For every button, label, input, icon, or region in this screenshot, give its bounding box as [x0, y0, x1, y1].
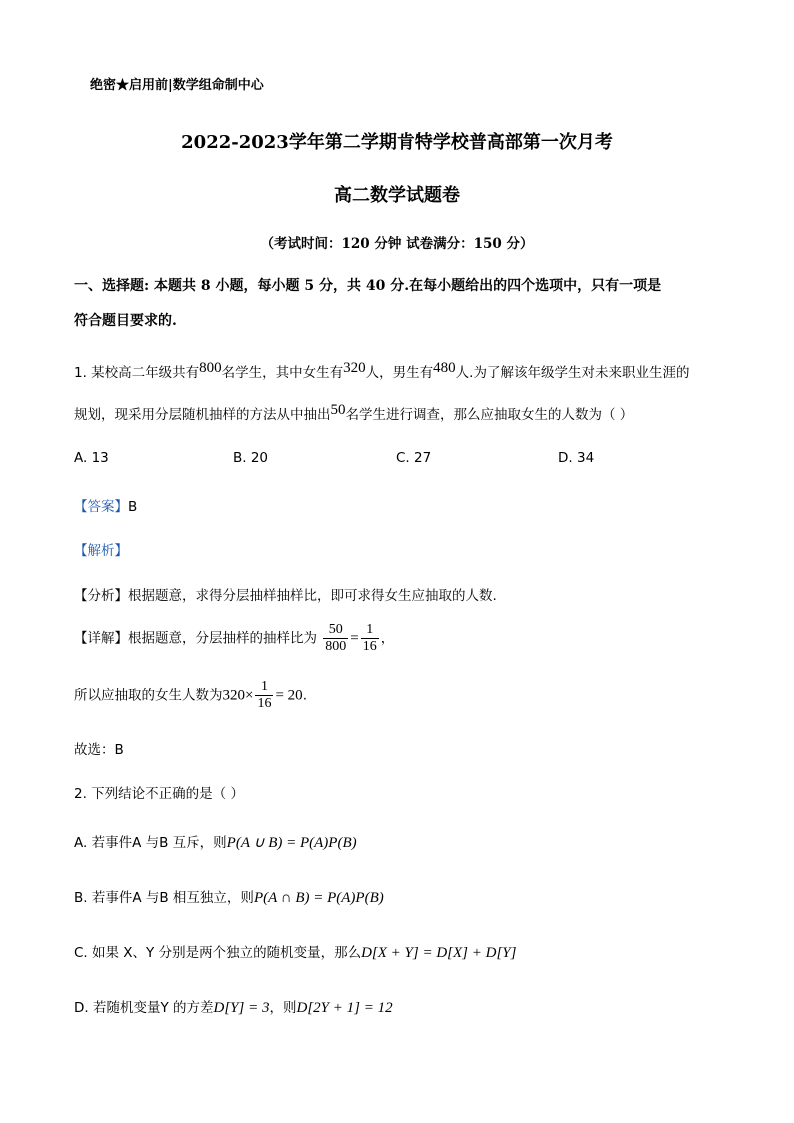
q1-option-b: B. 20	[233, 450, 269, 466]
answer-value: B	[128, 499, 138, 515]
calc-end: .	[302, 687, 307, 704]
q1-text-b: 名学生，其中女生有	[221, 365, 344, 381]
calc-math-b: = 20	[275, 687, 303, 704]
exam-title: 2022-2023学年第二学期肯特学校普高部第一次月考	[181, 132, 613, 153]
q1-option-a: A. 13	[74, 450, 109, 466]
q2-option-d-mid: ，则	[269, 1000, 297, 1016]
detail-text: 根据题意，分层抽样的抽样比为	[128, 630, 317, 647]
q1-option-d: D. 34	[558, 450, 595, 466]
fraction-1-16-b: $\frac{1}{16}$	[257, 679, 272, 711]
q1-stem-line2	[74, 403, 633, 424]
q1-conclusion: 故选：B	[74, 742, 124, 758]
q2-option-b-math: P(A ∩ B) = P(A)P(B)	[253, 890, 384, 906]
q1-calculation	[74, 679, 307, 712]
equals-sign: =	[350, 630, 359, 647]
header-note: 绝密★启用前|数学组命制中心	[90, 78, 264, 93]
q1-sample-size: 50	[330, 402, 346, 418]
fraction-1-16: $\frac{1}{16}$	[362, 622, 377, 654]
q2-stem: 2. 下列结论不正确的是（ ）	[74, 786, 244, 802]
calc-math-a: 320×	[222, 687, 254, 704]
q2-option-d-math2: D[2Y + 1] = 12	[296, 1000, 393, 1016]
q2-option-a-text: A. 若事件A 与B 互斥，则	[74, 835, 227, 851]
fraction-50-800: $\frac{50}{800}$	[325, 622, 347, 654]
section-heading-line1: 一、选择题: 本题共 8 小题，每小题 5 分，共 40 分.在每小题给出的四个选项中，只有一项是	[74, 278, 662, 294]
q1-total-students: 800	[199, 360, 222, 376]
fenxi-text: 根据题意，求得分层抽样抽样比，即可求得女生应抽取的人数.	[128, 588, 497, 604]
q2-option-d	[74, 996, 393, 1017]
q1-detail	[74, 622, 394, 655]
q1-female-count: 320	[343, 360, 366, 376]
q1-text-e: 规划，现采用分层随机抽样的方法从中抽出	[74, 407, 331, 423]
detail-end: ，	[380, 630, 395, 647]
q2-option-b-text: B. 若事件A 与B 相互独立，则	[74, 890, 254, 906]
q1-text-a: 1. 某校高二年级共有	[74, 365, 200, 381]
q2-option-b	[74, 886, 384, 907]
q2-option-c-math: D[X + Y] = D[X] + D[Y]	[361, 945, 517, 961]
q1-text-f: 名学生进行调查，那么应抽取女生的人数为（ ）	[345, 407, 634, 423]
q2-option-a-math: P(A ∪ B) = P(A)P(B)	[226, 835, 357, 851]
exam-subtitle: 高二数学试题卷	[334, 185, 460, 206]
q2-option-a	[74, 831, 357, 852]
q1-text-c: 人，男生有	[365, 365, 434, 381]
q1-male-count: 480	[433, 360, 456, 376]
calc-text: 所以应抽取的女生人数为	[74, 687, 223, 704]
answer-tag: 【答案】	[74, 499, 128, 515]
q1-option-c: C. 27	[396, 450, 432, 466]
q1-text-d: 人.为了解该年级学生对未来职业生涯的	[455, 365, 690, 381]
q2-option-c-text: C. 如果 X、Y 分别是两个独立的随机变量，那么	[74, 945, 362, 961]
detail-tag: 【详解】	[74, 630, 128, 647]
fenxi-tag: 【分析】	[74, 588, 128, 604]
q1-stem-line1	[74, 361, 689, 382]
analysis-tag: 【解析】	[74, 543, 128, 559]
q2-option-d-text: D. 若随机变量Y 的方差	[74, 1000, 214, 1016]
q1-answer	[74, 495, 137, 515]
section-heading-line2: 符合题目要求的.	[74, 313, 177, 329]
q1-fenxi	[74, 584, 497, 604]
q2-option-c	[74, 941, 517, 962]
q2-option-d-math1: D[Y] = 3	[213, 1000, 270, 1016]
exam-info: （考试时间：120 分钟 试卷满分：150 分）	[260, 236, 534, 252]
